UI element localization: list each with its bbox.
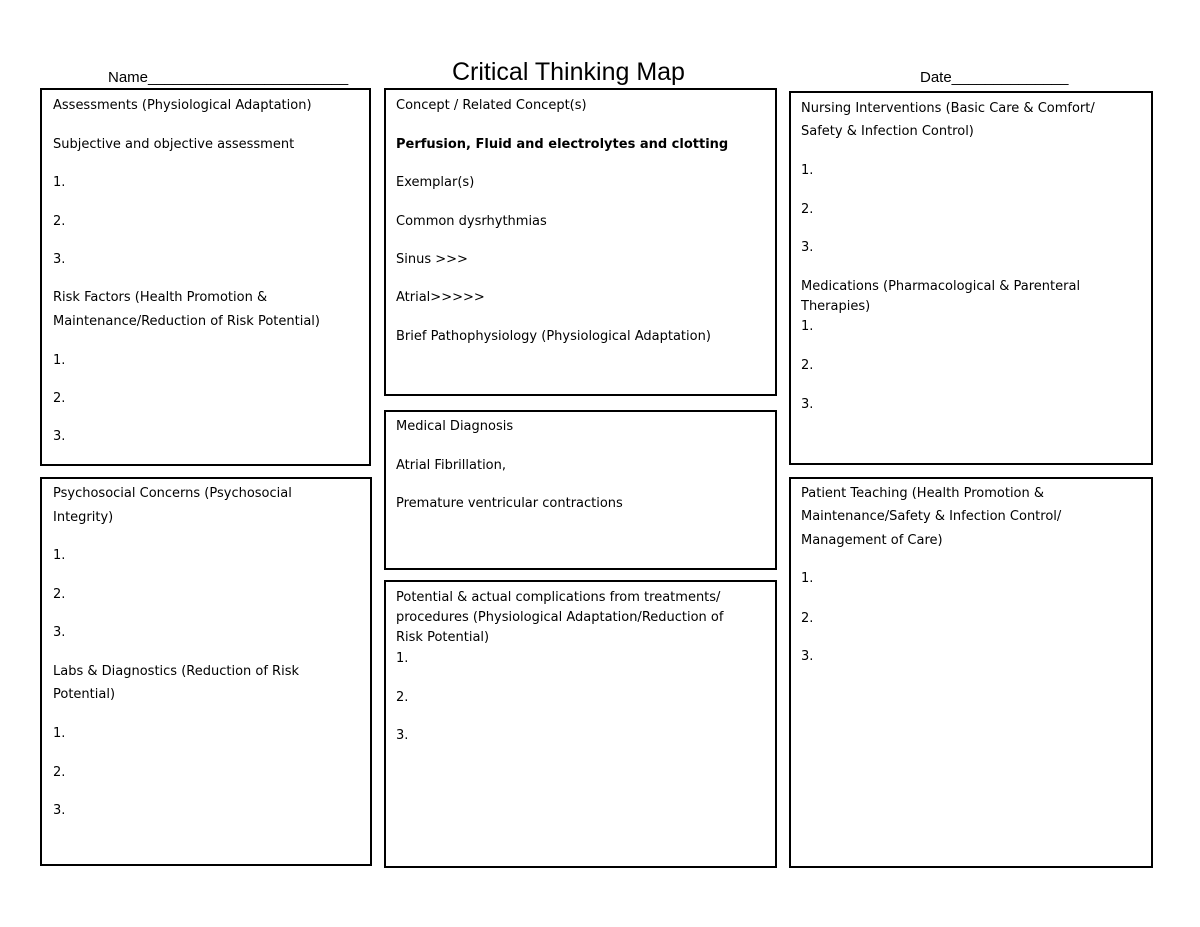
labs-heading-line-2: Potential) xyxy=(53,687,116,702)
teaching-item-2: 2. xyxy=(801,611,814,626)
psychosocial-heading-line-1: Psychosocial Concerns (Psychosocial xyxy=(53,486,292,501)
nursing-interventions-heading-line-2: Safety & Infection Control) xyxy=(801,124,974,139)
labs-item-3: 3. xyxy=(53,803,66,818)
psychosocial-heading-line-2: Integrity) xyxy=(53,510,114,525)
labs-item-2: 2. xyxy=(53,765,66,780)
psychosocial-item-1: 1. xyxy=(53,548,66,563)
risk-factor-item-3: 3. xyxy=(53,429,66,444)
complications-heading-line-1: Potential & actual complications from treatments/ xyxy=(396,590,721,605)
risk-factor-item-2: 2. xyxy=(53,391,66,406)
psychosocial-item-3: 3. xyxy=(53,625,66,640)
intervention-item-2: 2. xyxy=(801,202,814,217)
risk-factors-heading-line-2: Maintenance/Reduction of Risk Potential) xyxy=(53,314,320,329)
assessments-subheading: Subjective and objective assessment xyxy=(53,137,295,152)
nursing-interventions-heading-line-1: Nursing Interventions (Basic Care & Comfort/ xyxy=(801,101,1095,116)
complication-item-3: 3. xyxy=(396,728,409,743)
nursing-interventions-box xyxy=(789,91,1153,465)
intervention-item-3: 3. xyxy=(801,240,814,255)
medication-item-2: 2. xyxy=(801,358,814,373)
labs-heading-line-1: Labs & Diagnostics (Reduction of Risk xyxy=(53,664,300,679)
page-title: Critical Thinking Map xyxy=(452,58,685,86)
intervention-item-1: 1. xyxy=(801,163,814,178)
atrial-text: Atrial>>>>> xyxy=(396,290,485,305)
patient-teaching-heading-line-3: Management of Care) xyxy=(801,533,943,548)
medication-item-3: 3. xyxy=(801,397,814,412)
exemplar-value: Common dysrhythmias xyxy=(396,214,547,229)
complications-heading-line-3: Risk Potential) xyxy=(396,630,490,645)
sinus-text: Sinus >>> xyxy=(396,252,468,267)
assessments-heading: Assessments (Physiological Adaptation) xyxy=(53,98,312,113)
assessment-item-1: 1. xyxy=(53,175,66,190)
assessment-item-3: 3. xyxy=(53,252,66,267)
teaching-item-3: 3. xyxy=(801,649,814,664)
complication-item-1: 1. xyxy=(396,651,409,666)
assessment-item-2: 2. xyxy=(53,214,66,229)
name-field-label: Name________________________ xyxy=(108,69,349,86)
concept-box xyxy=(384,88,777,396)
teaching-item-1: 1. xyxy=(801,571,814,586)
medical-diagnosis-heading: Medical Diagnosis xyxy=(396,419,514,434)
complications-heading-line-2: procedures (Physiological Adaptation/Reduction of xyxy=(396,610,724,625)
patient-teaching-heading-line-1: Patient Teaching (Health Promotion & xyxy=(801,486,1045,501)
risk-factor-item-1: 1. xyxy=(53,353,66,368)
psychosocial-item-2: 2. xyxy=(53,587,66,602)
diagnosis-item-1: Atrial Fibrillation, xyxy=(396,458,507,473)
medications-heading-line-1: Medications (Pharmacological & Parenteral xyxy=(801,279,1081,294)
concept-value: Perfusion, Fluid and electrolytes and clotting xyxy=(396,137,729,152)
complication-item-2: 2. xyxy=(396,690,409,705)
labs-item-1: 1. xyxy=(53,726,66,741)
risk-factors-heading-line-1: Risk Factors (Health Promotion & xyxy=(53,290,268,305)
concept-heading: Concept / Related Concept(s) xyxy=(396,98,587,113)
diagnosis-item-2: Premature ventricular contractions xyxy=(396,496,623,511)
medications-heading-line-2: Therapies) xyxy=(801,299,871,314)
medication-item-1: 1. xyxy=(801,319,814,334)
date-field-label: Date______________ xyxy=(920,69,1069,86)
pathophysiology-heading: Brief Pathophysiology (Physiological Adaptation) xyxy=(396,329,711,344)
exemplar-label: Exemplar(s) xyxy=(396,175,475,190)
patient-teaching-heading-line-2: Maintenance/Safety & Infection Control/ xyxy=(801,509,1062,524)
